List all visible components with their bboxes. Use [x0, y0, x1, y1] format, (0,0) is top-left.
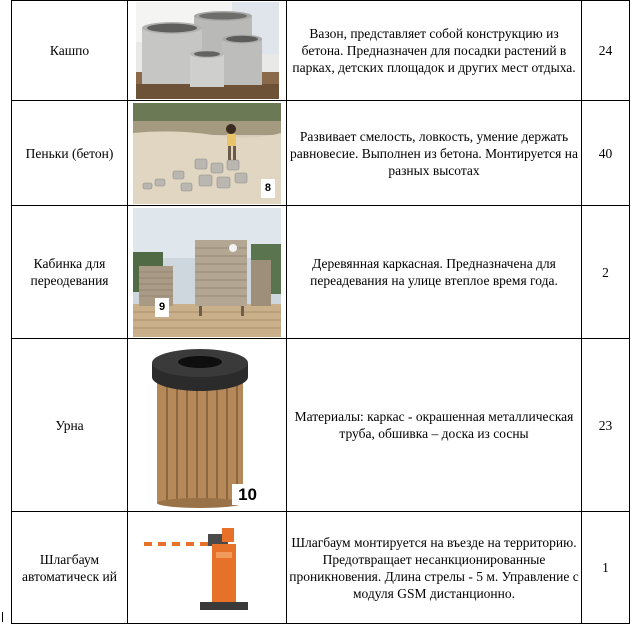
item-description: Деревянная каркасная. Предназначена для переадевания на улице втеплое время года.	[310, 256, 558, 288]
item-quantity: 2	[602, 264, 609, 280]
item-description-cell	[287, 512, 582, 624]
concrete-planters-photo	[136, 2, 279, 99]
item-quantity: 1	[602, 560, 609, 575]
item-photo-cell	[128, 1, 287, 101]
item-name-cell	[12, 512, 128, 624]
trash-bin-photo	[143, 341, 271, 509]
item-photo-cell	[128, 101, 287, 206]
item-description-cell	[287, 1, 582, 101]
item-description-cell	[287, 339, 582, 512]
item-quantity-cell	[582, 206, 630, 339]
table-row	[12, 206, 630, 339]
item-photo-cell	[128, 206, 287, 339]
item-description: Развивает смелость, ловкость, умение держать равновесие. Выполнен из бетона. Монтируется на разных высотах	[290, 128, 578, 178]
item-quantity: 40	[598, 145, 613, 161]
item-description-cell	[287, 101, 582, 206]
item-name-cell	[12, 1, 128, 101]
table-row	[12, 512, 630, 624]
barrier-gate-photo	[142, 518, 272, 618]
item-name: Кашпо	[49, 43, 90, 58]
item-name-cell	[12, 206, 128, 339]
item-name-cell	[12, 101, 128, 206]
item-description: Материалы: каркас - окрашенная металлическая труба, обшивка – доска из сосны	[294, 409, 574, 441]
item-quantity-cell	[582, 512, 630, 624]
item-quantity: 23	[598, 417, 613, 433]
item-description-cell	[287, 206, 582, 339]
photo-number-tag: 9	[155, 298, 169, 317]
item-description: Шлагбаум монтируется на въезде на территорию. Предотвращает несанкционированные проникновения. Длина стрелы - 5 м. Управление с модуля GSM дистанционно.	[289, 534, 579, 601]
photo-number-tag: 8	[261, 179, 275, 198]
changing-cabin-photo	[133, 208, 281, 337]
concrete-stumps-photo	[133, 103, 281, 204]
item-quantity-cell	[582, 101, 630, 206]
item-name-cell	[12, 339, 128, 512]
item-quantity: 24	[598, 43, 613, 58]
item-quantity-cell	[582, 1, 630, 101]
catalog-table	[11, 0, 630, 624]
item-quantity-cell	[582, 339, 630, 512]
page-margin-mark	[2, 612, 4, 622]
item-name: Кабинка для переодевания	[30, 256, 109, 288]
photo-number-tag: 10	[232, 484, 263, 505]
table-row	[12, 1, 630, 101]
table-row	[12, 101, 630, 206]
item-name: Пеньки (бетон)	[25, 145, 114, 161]
item-description: Вазон, представляет собой конструкцию из бетона. Предназначен для посадки растений в парках, детских площадок и других мест отдыха.	[292, 26, 576, 75]
item-photo-cell	[128, 339, 287, 512]
item-name: Урна	[55, 417, 84, 433]
item-name: Шлагбаум автоматическ ий	[22, 551, 117, 584]
item-photo-cell	[128, 512, 287, 624]
table-row	[12, 339, 630, 512]
